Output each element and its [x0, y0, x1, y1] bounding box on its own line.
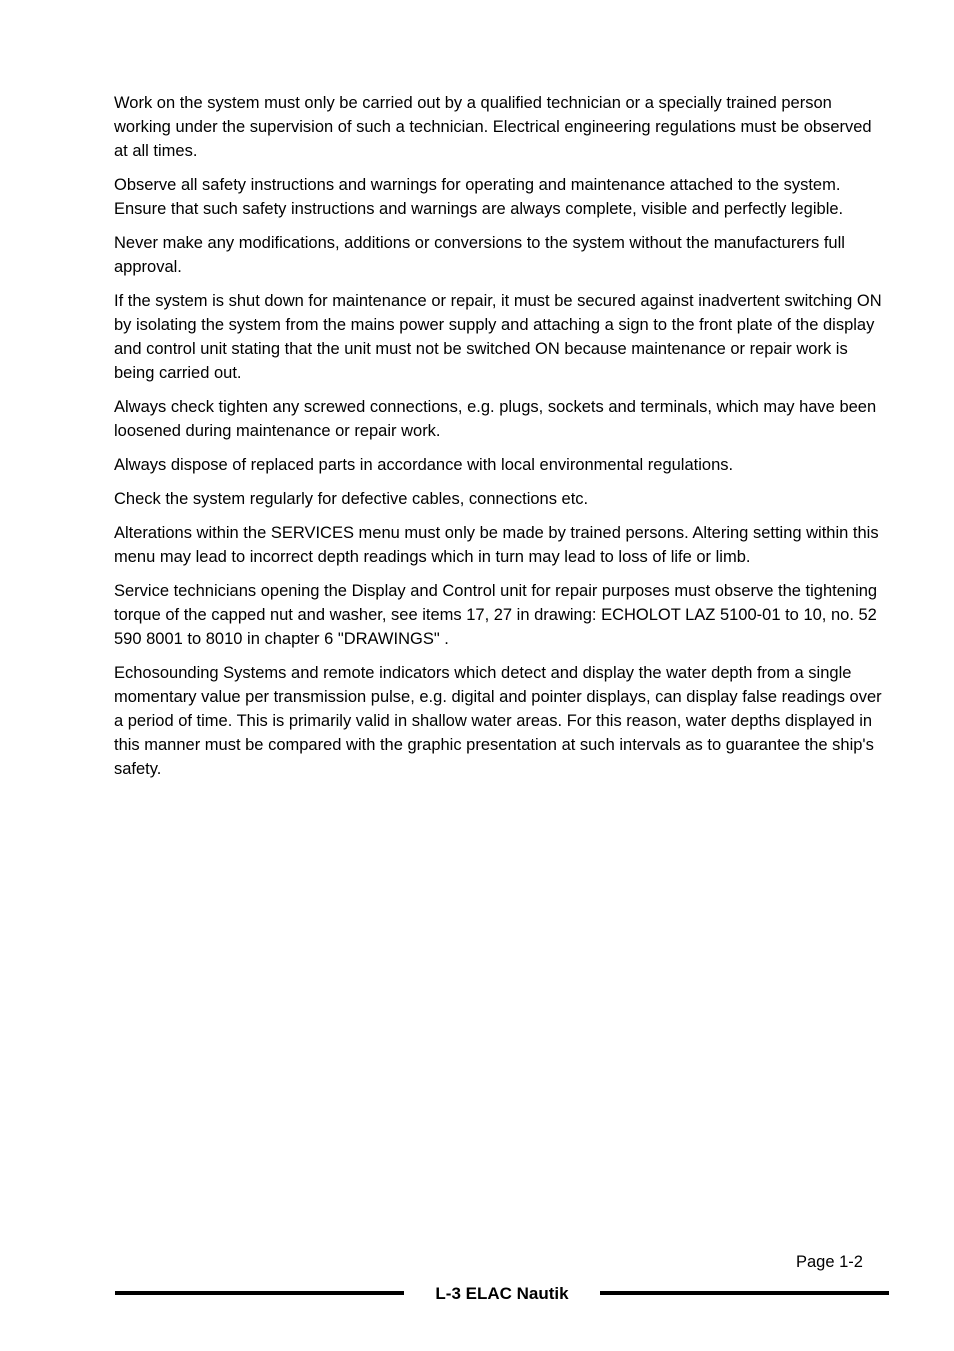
footer-brand: L-3 ELAC Nautik [435, 1284, 569, 1303]
footer-rule-right [600, 1291, 889, 1295]
paragraph-shutdown: If the system is shut down for maintenance or repair, it must be secured against inadvertent switching ON by isolating the system from the mains power supply and attaching a sign to the front plate of the display and control unit stating that the unit must not be switched ON because maintenance or repair work is being carried out. [114, 292, 882, 382]
footer-rule-left [115, 1291, 404, 1295]
paragraph-modifications: Never make any modifications, additions or conversions to the system without the manufacturers full approval. [114, 234, 845, 276]
paragraph-tighten-connections: Always check tighten any screwed connections, e.g. plugs, sockets and terminals, which may have been loosened during maintenance or repair work. [114, 398, 877, 440]
paragraph-check-cables: Check the system regularly for defective cables, connections etc. [114, 490, 589, 508]
document-body [114, 91, 889, 791]
paragraph-echosounding: Echosounding Systems and remote indicators which detect and display the water depth from a single momentary value per transmission pulse, e.g. digital and pointer displays, can display false readings over a period of time. This is primarily valid in shallow water areas. For this reason, water depths displayed in this manner must be compared with the graphic presentation at such intervals as to guarantee the ship's safety. [114, 664, 882, 778]
paragraph-services-menu: Alterations within the SERVICES menu must only be made by trained persons. Altering setting within this menu may lead to incorrect depth readings which in turn may lead to loss of life or limb. [114, 524, 879, 566]
paragraph-safety-instructions: Observe all safety instructions and warnings for operating and maintenance attached to the system. Ensure that such safety instructions and warnings are always complete, visible and perfectly legible. [114, 176, 844, 218]
paragraph-qualified-technician: Work on the system must only be carried out by a qualified technician or a specially trained person working under the supervision of such a technician. Electrical engineering regulations must be observed at all times. [114, 94, 872, 160]
paragraph-dispose-parts: Always dispose of replaced parts in accordance with local environmental regulations. [114, 456, 734, 474]
paragraph-service-technicians: Service technicians opening the Display and Control unit for repair purposes must observe the tightening torque of the capped nut and washer, see items 17, 27 in drawing: ECHOLOT LAZ 5100-01 to 10, no. 52 590 8001 to 8010 in chapter 6 "DRAWINGS" . [114, 582, 878, 648]
footer [115, 1282, 889, 1306]
page-number: Page 1-2 [796, 1253, 863, 1271]
